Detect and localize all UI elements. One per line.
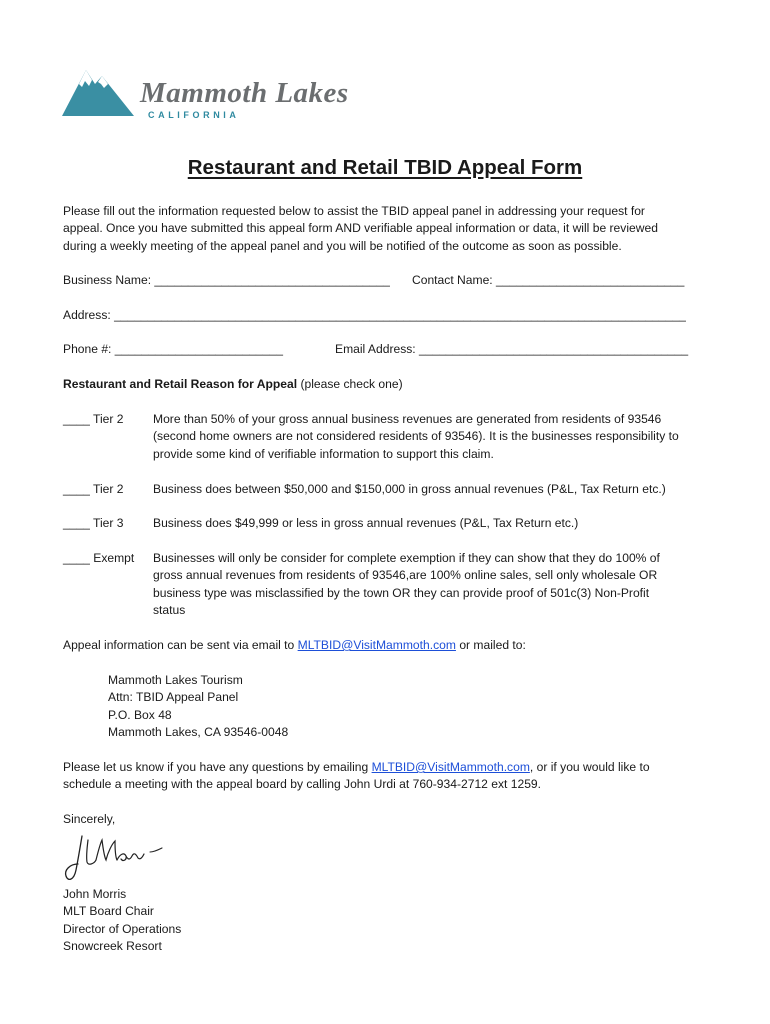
address-line: Attn: TBID Appeal Panel — [108, 690, 239, 705]
address-line: Mammoth Lakes, CA 93546-0048 — [108, 725, 289, 740]
option-description — [153, 411, 713, 463]
option-description — [153, 550, 713, 620]
option-line: Business does between $50,000 and $150,000 in gross annual revenues (P&L, Tax Return etc.) — [153, 482, 666, 496]
option-line: status — [153, 603, 186, 618]
appeal-email-link[interactable]: MLTBID@VisitMammoth.com — [297, 638, 456, 652]
option-line: provide some kind of verifiable information to support this claim. — [153, 446, 494, 461]
option-line: business type was misclassified by the town OR they can provide proof of 501c(3) Non-Profit — [153, 585, 650, 600]
option-line: gross annual revenues from residents of 93546,are 100% online sales, sell only wholesale OR — [153, 568, 658, 583]
option-tier2-revenue-checkbox[interactable]: ____ Tier 2 — [63, 482, 124, 496]
appeal-info-before: Appeal information can be sent via email to — [63, 638, 298, 652]
option-line: Businesses will only be consider for complete exemption if they can show that they do 100% of — [153, 551, 660, 565]
questions-paragraph — [63, 759, 713, 794]
option-tier2-residents-checkbox[interactable]: ____ Tier 2 — [63, 412, 124, 426]
page-title: Restaurant and Retail TBID Appeal Form — [187, 156, 583, 179]
phone-field[interactable]: Phone #: _________________________ — [63, 342, 283, 356]
signer-title: MLT Board Chair — [63, 904, 154, 919]
intro-line: Please fill out the information requested below to assist the TBID appeal panel in addressing your request for — [63, 204, 645, 218]
intro-paragraph — [63, 203, 713, 255]
reason-heading-note: (please check one) — [297, 377, 403, 391]
questions-line — [63, 759, 713, 776]
signer-role: Director of Operations — [63, 921, 182, 936]
email-field[interactable]: Email Address: ________________________________________ — [335, 342, 689, 356]
intro-line: during a weekly meeting of the appeal panel and you will be notified of the outcome as soon as possible. — [63, 238, 622, 253]
business-name-field[interactable]: Business Name: ___________________________________ — [63, 273, 390, 287]
logo-tagline: CALIFORNIA — [148, 110, 240, 120]
signer-company: Snowcreek Resort — [63, 939, 162, 954]
address-field[interactable]: Address: _____________________________________________________________________________________ — [63, 308, 686, 322]
mountain-logo-icon — [62, 64, 382, 124]
intro-line: appeal. Once you have submitted this appeal form AND verifiable appeal information or data, it will be reviewed — [63, 221, 658, 236]
questions-line: schedule a meeting with the appeal board by calling John Urdi at 760-934-2712 ext 1259. — [63, 777, 542, 792]
option-line: More than 50% of your gross annual business revenues are generated from residents of 93546 — [153, 412, 662, 426]
signer-block — [63, 886, 363, 956]
option-tier3-checkbox[interactable]: ____ Tier 3 — [63, 516, 124, 530]
option-description — [153, 515, 713, 532]
questions-after: , or if you would like to — [529, 760, 650, 774]
address-line: Mammoth Lakes Tourism — [108, 673, 243, 687]
option-description — [153, 481, 713, 498]
logo-wordmark: Mammoth Lakes — [140, 77, 349, 109]
questions-before: Please let us know if you have any questions by emailing — [63, 760, 372, 774]
handwritten-signature-icon — [60, 830, 170, 886]
reason-heading-bold: Restaurant and Retail Reason for Appeal — [63, 377, 298, 391]
contact-name-field[interactable]: Contact Name: ____________________________ — [412, 273, 685, 287]
closing-text: Sincerely, — [63, 812, 116, 826]
questions-email-link[interactable]: MLTBID@VisitMammoth.com — [371, 760, 530, 774]
address-line: P.O. Box 48 — [108, 707, 172, 722]
mammoth-lakes-logo — [62, 64, 382, 124]
mailing-address — [108, 672, 408, 742]
signer-name: John Morris — [63, 887, 127, 901]
option-exempt-checkbox[interactable]: ____ Exempt — [63, 551, 135, 565]
reason-heading — [63, 376, 403, 393]
appeal-info-after: or mailed to: — [455, 638, 526, 652]
option-line: Business does $49,999 or less in gross annual revenues (P&L, Tax Return etc.) — [153, 516, 579, 530]
option-line: (second home owners are not considered residents of 93546). It is the businesses responsibility to — [153, 429, 679, 444]
appeal-info-text — [63, 637, 526, 654]
